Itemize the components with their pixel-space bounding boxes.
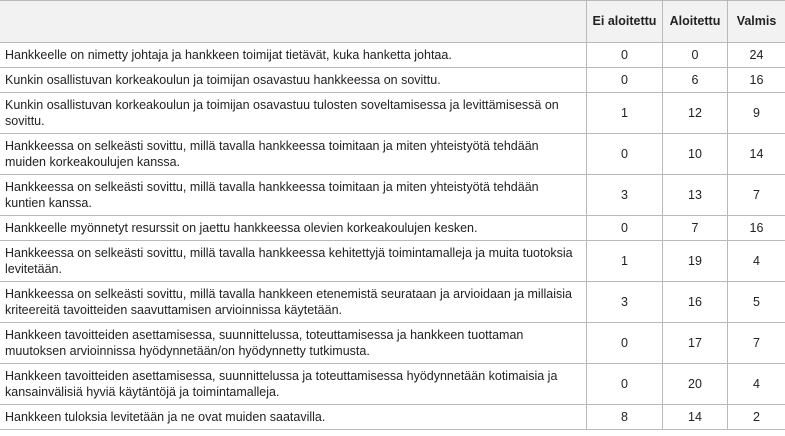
row-started: 16	[663, 282, 728, 323]
row-started: 17	[663, 323, 728, 364]
row-done: 5	[728, 282, 785, 323]
row-statement: Hankkeessa on selkeästi sovittu, millä tavalla hankkeessa toimitaan ja miten yhteistyötä tehdään kuntien kanssa.	[0, 175, 587, 216]
table-row	[0, 216, 785, 241]
header-statement	[0, 1, 587, 43]
row-done: 2	[728, 405, 785, 430]
row-done: 9	[728, 93, 785, 134]
row-started: 6	[663, 68, 728, 93]
row-done: 24	[728, 43, 785, 68]
row-not-started: 0	[587, 43, 663, 68]
row-not-started: 1	[587, 93, 663, 134]
table-row	[0, 93, 785, 134]
table-row	[0, 323, 785, 364]
row-not-started: 0	[587, 134, 663, 175]
row-not-started: 0	[587, 216, 663, 241]
table-row	[0, 364, 785, 405]
table-row	[0, 405, 785, 430]
header-started: Aloitettu	[663, 1, 728, 43]
row-done: 14	[728, 134, 785, 175]
table-header	[0, 1, 785, 43]
row-started: 13	[663, 175, 728, 216]
row-statement: Hankkeelle on nimetty johtaja ja hankkeen toimijat tietävät, kuka hanketta johtaa.	[0, 43, 587, 68]
row-statement: Hankkeessa on selkeästi sovittu, millä tavalla hankkeessa kehitettyjä toimintamalleja ja muita tuotoksia levitetään.	[0, 241, 587, 282]
row-not-started: 0	[587, 323, 663, 364]
row-done: 16	[728, 216, 785, 241]
row-started: 20	[663, 364, 728, 405]
header-done: Valmis	[728, 1, 785, 43]
table-body	[0, 43, 785, 430]
row-done: 7	[728, 175, 785, 216]
row-started: 10	[663, 134, 728, 175]
row-not-started: 0	[587, 364, 663, 405]
row-not-started: 8	[587, 405, 663, 430]
row-statement: Kunkin osallistuvan korkeakoulun ja toimijan osavastuu hankkeessa on sovittu.	[0, 68, 587, 93]
row-statement: Hankkeessa on selkeästi sovittu, millä tavalla hankkeen etenemistä seurataan ja arvioidaan ja millaisia kriteereitä tavoitteiden saavuttamisen arvioinnissa käytetään.	[0, 282, 587, 323]
row-started: 12	[663, 93, 728, 134]
table-row	[0, 134, 785, 175]
table-row	[0, 68, 785, 93]
row-not-started: 1	[587, 241, 663, 282]
row-statement: Hankkeen tavoitteiden asettamisessa, suunnittelussa, toteuttamisessa ja hankkeen tuottaman muutoksen arvioinnissa hyödynnetään/on hyödynnetty tutkimusta.	[0, 323, 587, 364]
row-done: 16	[728, 68, 785, 93]
row-done: 7	[728, 323, 785, 364]
row-started: 7	[663, 216, 728, 241]
row-statement: Hankkeen tuloksia levitetään ja ne ovat muiden saatavilla.	[0, 405, 587, 430]
row-statement: Hankkeen tavoitteiden asettamisessa, suunnittelussa ja toteuttamisessa hyödynnetään kotimaisia ja kansainvälisiä hyviä käytäntöjä ja toimintamalleja.	[0, 364, 587, 405]
table-row	[0, 43, 785, 68]
row-statement: Hankkeessa on selkeästi sovittu, millä tavalla hankkeessa toimitaan ja miten yhteistyötä tehdään muiden korkeakoulujen kanssa.	[0, 134, 587, 175]
header-row	[0, 1, 785, 43]
row-started: 0	[663, 43, 728, 68]
table-row	[0, 282, 785, 323]
row-statement: Hankkeelle myönnetyt resurssit on jaettu hankkeessa olevien korkeakoulujen kesken.	[0, 216, 587, 241]
row-statement: Kunkin osallistuvan korkeakoulun ja toimijan osavastuu tulosten soveltamisessa ja levittämisessä on sovittu.	[0, 93, 587, 134]
table-row	[0, 175, 785, 216]
row-started: 19	[663, 241, 728, 282]
row-not-started: 3	[587, 175, 663, 216]
header-not-started: Ei aloitettu	[587, 1, 663, 43]
row-done: 4	[728, 241, 785, 282]
row-started: 14	[663, 405, 728, 430]
row-not-started: 0	[587, 68, 663, 93]
row-done: 4	[728, 364, 785, 405]
row-not-started: 3	[587, 282, 663, 323]
table-row	[0, 241, 785, 282]
